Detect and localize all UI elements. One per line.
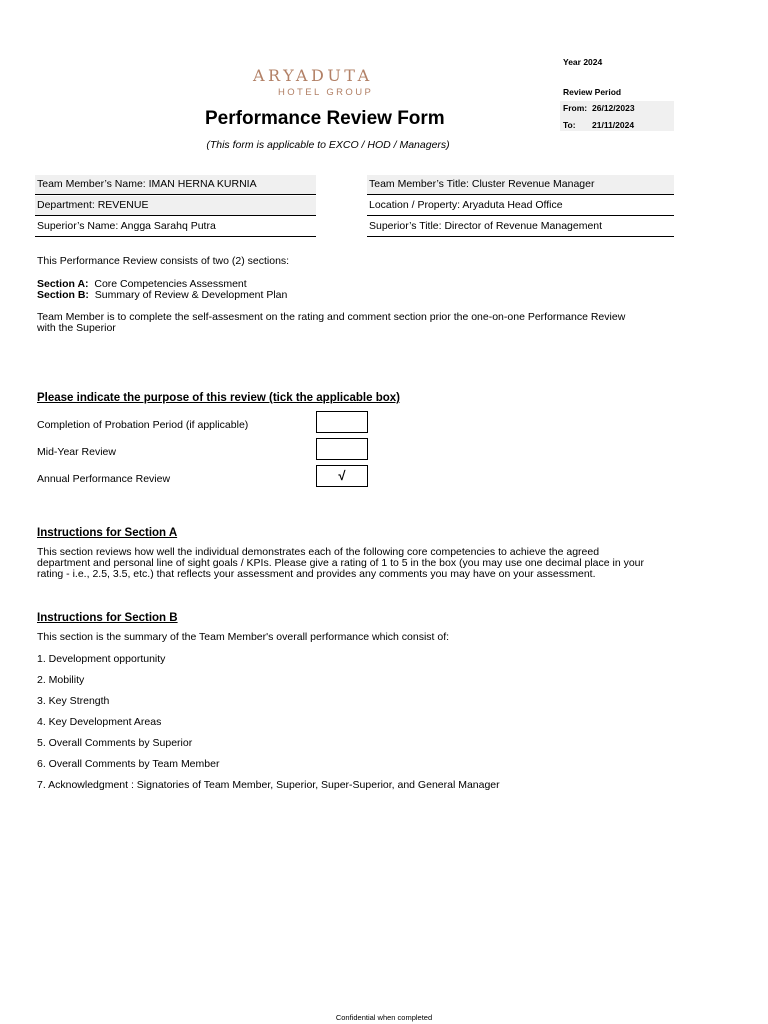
from-value: 26/12/2023 [592,103,635,113]
self-assessment-note-line1: Team Member is to complete the self-assesment on the rating and comment section prior the one-on-one Performance Review [37,311,626,323]
from-label: From: [563,103,588,113]
location-field: Location / Property: Aryaduta Head Office [367,196,674,216]
review-period-box [560,101,674,131]
self-assessment-note-line2: with the Superior [37,322,116,334]
section-b-intro: This section is the summary of the Team Member's overall performance which consist of: [37,631,450,643]
section-a-instruction-line2: department and personal line of sight goals / KPIs. Please give a rating of 1 to 5 in the box (you may use one decimal place in your [37,557,645,569]
superior-name-field: Superior’s Name: Angga Sarahq Putra [35,217,316,237]
section-b-heading: Instructions for Section B [37,612,178,624]
section-b-item: 4. Key Development Areas [37,716,162,728]
purpose-option-annual-label: Annual Performance Review [37,473,171,485]
team-member-title-field: Team Member’s Title: Cluster Revenue Manager [367,175,674,195]
purpose-option-probation-label: Completion of Probation Period (if applicable) [37,419,249,431]
superior-title-field: Superior’s Title: Director of Revenue Management [367,217,674,237]
section-b-item: 6. Overall Comments by Team Member [37,758,220,770]
review-year: Year 2024 [563,57,603,67]
section-b-item: 3. Key Strength [37,695,110,707]
section-b-item: 5. Overall Comments by Superior [37,737,193,749]
company-logo-subtitle: HOTEL GROUP [278,87,374,98]
review-period-to [563,120,634,130]
company-logo-name: ARYADUTA [253,66,373,85]
section-b-summary [37,290,287,301]
probation-checkbox[interactable] [316,411,368,433]
section-a-heading: Instructions for Section A [37,527,178,539]
section-b-item: 1. Development opportunity [37,653,166,665]
section-b-item: 7. Acknowledgment : Signatories of Team Member, Superior, Super-Superior, and General Manager [37,779,500,791]
sections-intro: This Performance Review consists of two (2) sections: [37,255,290,267]
review-period-from [563,103,635,113]
section-b-text: Summary of Review & Development Plan [94,289,288,301]
section-a-instruction-line3: rating - i.e., 2.5, 3.5, etc.) that reflects your assessment and provides any comments you may have on your assessment. [37,568,596,580]
page-subtitle: (This form is applicable to EXCO / HOD / Managers) [206,139,450,151]
purpose-heading: Please indicate the purpose of this review (tick the applicable box) [37,392,400,404]
annual-review-checkbox[interactable]: √ [316,465,368,487]
section-a-text: Core Competencies Assessment [94,278,247,290]
section-b-label: Section B: [37,289,89,301]
section-b-item: 2. Mobility [37,674,85,686]
department-field: Department: REVENUE [35,196,316,216]
section-a-label: Section A: [37,278,89,290]
page-title: Performance Review Form [205,108,445,129]
purpose-option-midyear-label: Mid-Year Review [37,446,116,458]
midyear-checkbox[interactable] [316,438,368,460]
confidential-footer: Confidential when completed [335,1013,433,1022]
to-value: 21/11/2024 [592,120,635,130]
section-a-instruction-line1: This section reviews how well the individual demonstrates each of the following core competencies to achieve the agreed [37,546,600,558]
to-label: To: [563,120,576,130]
team-member-name-field: Team Member’s Name: IMAN HERNA KURNIA [35,175,316,195]
review-period-label: Review Period [563,87,622,97]
